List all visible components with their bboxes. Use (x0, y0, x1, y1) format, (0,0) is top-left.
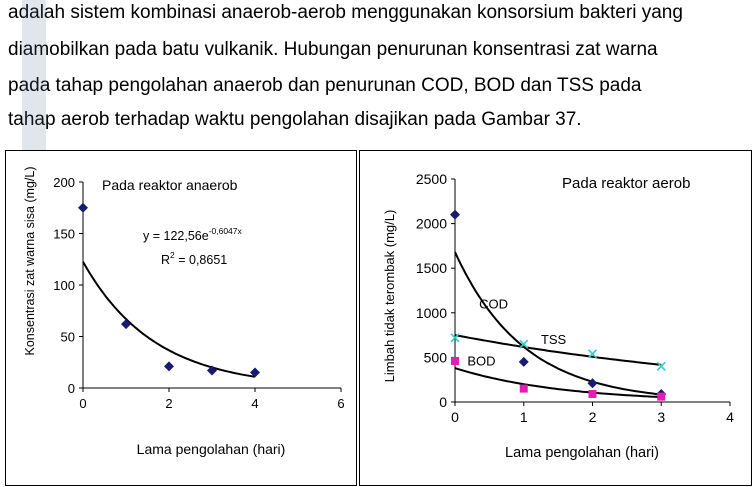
y-tick-label: 1000 (415, 304, 447, 321)
trendline (83, 262, 255, 377)
x-tick-label: 0 (451, 409, 459, 425)
chart-title: Pada reaktor aerob (562, 175, 691, 192)
y-tick-label: 200 (53, 175, 75, 190)
data-point-square (657, 393, 665, 401)
x-tick-label: 3 (657, 409, 666, 425)
trend-equation: $y = 122,56e^{-0,6047x}$ (143, 226, 242, 243)
chart-anaerob (6, 151, 358, 487)
data-point-diamond (78, 203, 88, 213)
y-tick-label: 0 (67, 381, 75, 396)
data-point-diamond (121, 319, 131, 329)
y-tick-label: 500 (423, 349, 447, 366)
paragraph-line: diamobilkan pada batu vulkanik. Hubungan penurunan konsentrasi zat warna (8, 39, 658, 60)
chart-aerob (360, 151, 753, 487)
data-point-square (589, 390, 597, 398)
y-tick-label: 50 (60, 329, 75, 345)
paragraph-line: adalah sistem kombinasi anaerob-aerob menggunakan konsorsium bakteri yang (8, 2, 683, 23)
chart-panel-aerob (359, 150, 752, 486)
data-point-cross (657, 362, 665, 370)
y-tick-label: 1500 (415, 260, 447, 277)
x-tick-label: 6 (337, 396, 345, 411)
data-point-square (451, 357, 459, 365)
xlabel: Lama pengolahan (hari) (505, 445, 659, 461)
x-tick-label: 4 (726, 409, 734, 425)
y-tick-label: 2000 (415, 215, 447, 232)
data-point-diamond (164, 361, 174, 371)
ylabel: Konsentrasi zat warna sisa (mg/L) (23, 166, 37, 356)
trendline-bod (455, 368, 661, 397)
watermark-strip (22, 0, 46, 150)
r-squared: $R^2 = 0,8651$ (161, 250, 228, 267)
x-tick-label: 0 (79, 396, 87, 411)
x-tick-label: 2 (588, 409, 597, 425)
data-point-diamond (519, 357, 529, 367)
xlabel: Lama pengolahan (hari) (136, 441, 286, 457)
data-point-diamond (450, 210, 460, 220)
data-point-square (520, 385, 528, 393)
y-tick-label: 2500 (415, 171, 447, 187)
series-label-cod: COD (479, 296, 508, 312)
x-tick-label: 1 (519, 409, 528, 425)
y-tick-label: 150 (53, 226, 75, 242)
x-tick-label: 2 (165, 396, 173, 411)
chart-title: Pada reaktor anaerob (102, 177, 238, 193)
series-label-bod: BOD (467, 353, 496, 369)
chart-panel-anaerob (5, 150, 357, 486)
paragraph-line: pada tahap pengolahan anaerob dan penurunan COD, BOD dan TSS pada (8, 75, 642, 96)
ylabel: Limbah tidak terombak (mg/L) (382, 209, 397, 383)
paragraph-line: tahap aerob terhadap waktu pengolahan disajikan pada Gambar 37. (8, 109, 582, 130)
x-tick-label: 4 (251, 396, 259, 411)
trendline-cod (455, 252, 661, 394)
series-label-tss: TSS (540, 332, 567, 348)
y-tick-label: 0 (439, 394, 447, 410)
y-tick-label: 100 (53, 278, 75, 293)
